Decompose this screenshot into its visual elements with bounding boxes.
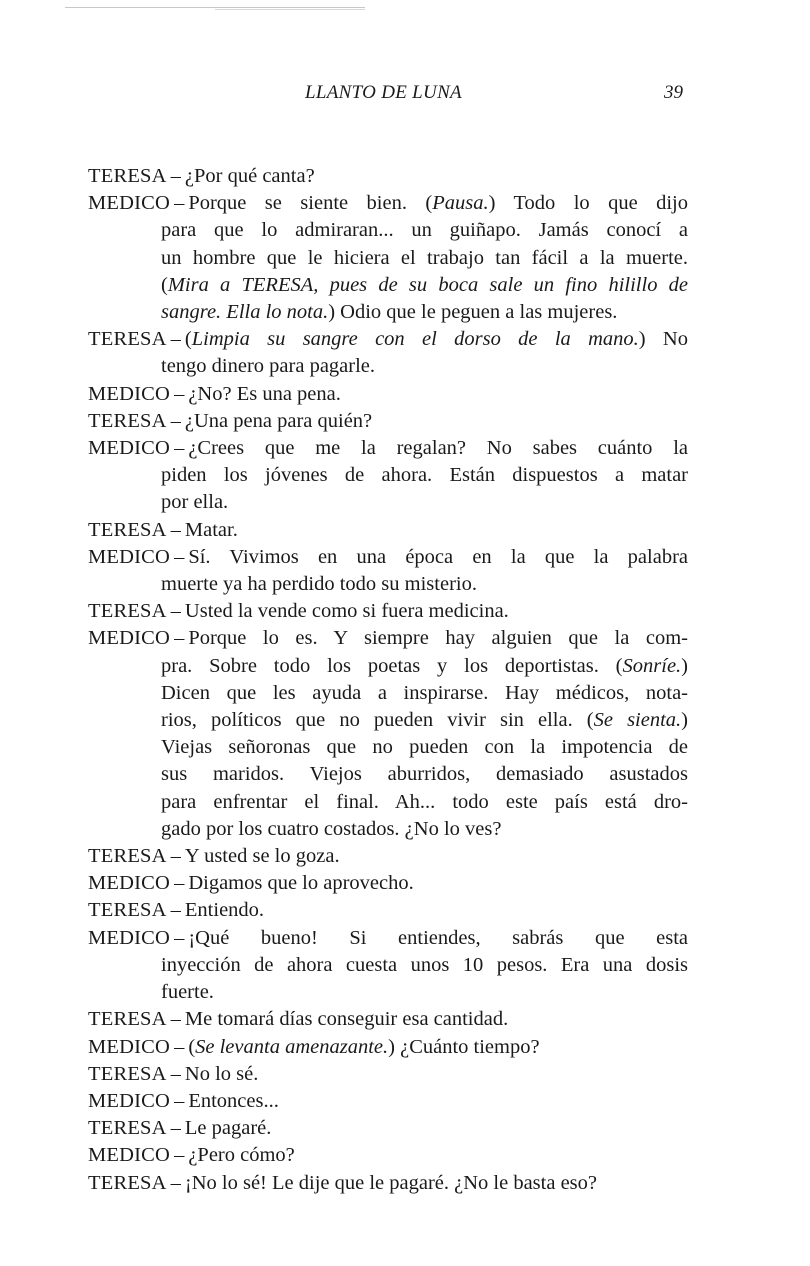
speaker-name: TERESA <box>88 165 167 187</box>
speaker-name: TERESA <box>88 518 167 541</box>
text-line: MEDICO – (Se levanta amenazante.) ¿Cuánto tiempo? <box>88 1035 540 1058</box>
text-line: rios, políticos que no pueden vivir sin ella. (Se sienta.) <box>161 709 688 732</box>
scan-artifact-line <box>65 7 365 8</box>
text-line: TERESA – Usted la vende como si fuera medicina. <box>88 600 509 623</box>
text-line: MEDICO – Digamos que lo aprovecho. <box>88 872 414 895</box>
text-line: MEDICO – Entonces... <box>88 1089 279 1112</box>
text-line: Dicen que les ayuda a inspirarse. Hay médicos, nota- <box>161 681 688 704</box>
stage-direction: Pausa. <box>432 192 489 215</box>
speaker-dash: – <box>174 437 185 460</box>
text-line: MEDICO – ¿Pero cómo? <box>88 1144 295 1167</box>
text-line: MEDICO – ¿No? Es una pena. <box>88 382 341 405</box>
speaker-name: MEDICO <box>88 872 171 895</box>
speaker-name: TERESA <box>88 328 167 351</box>
text-line: MEDICO – Sí. Vivimos en una época en la que la palabra <box>88 545 688 568</box>
speaker-dash: – <box>170 1008 181 1031</box>
speaker-dash: – <box>170 518 181 541</box>
speaker-dash: – <box>170 165 181 187</box>
text-line: TERESA – ¡No lo sé! Le dije que le pagaré. ¿No le basta eso? <box>88 1171 598 1194</box>
speaker-name: MEDICO <box>88 545 171 568</box>
text-line: un hombre que le hiciera el trabajo tan fácil a la muerte. <box>161 246 688 269</box>
speaker-name: MEDICO <box>88 192 171 215</box>
dialogue-entry <box>88 435 688 517</box>
dialogue-entry <box>88 598 688 625</box>
text-line: fuerte. <box>161 981 214 1004</box>
stage-direction: Mira a TERESA, pues de su boca sale un fino hilillo de <box>167 273 688 296</box>
dialogue-entry <box>88 381 688 408</box>
speaker-dash: – <box>174 1035 185 1058</box>
stage-direction: Se levanta amenazante. <box>195 1035 389 1058</box>
dialogue-entry <box>88 544 688 598</box>
speaker-dash: – <box>170 1171 181 1194</box>
stage-direction: Sonríe. <box>622 654 682 677</box>
speaker-name: TERESA <box>88 1117 167 1140</box>
speaker-name: MEDICO <box>88 382 171 405</box>
text-line: TERESA – Matar. <box>88 518 238 541</box>
speaker-dash: – <box>170 1117 181 1140</box>
text-line: TERESA – Le pagaré. <box>88 1117 272 1140</box>
text-line: TERESA – Me tomará días conseguir esa cantidad. <box>88 1008 509 1031</box>
text-line: TERESA – Entiendo. <box>88 899 265 922</box>
text-line: TERESA – ¿Una pena para quién? <box>88 409 373 432</box>
speaker-name: TERESA <box>88 409 167 432</box>
dialogue-entry <box>88 1170 688 1197</box>
text-line: (Mira a TERESA, pues de su boca sale un fino hilillo de <box>161 273 688 296</box>
text-line: MEDICO – ¡Qué bueno! Si entiendes, sabrás que esta <box>88 926 688 949</box>
speaker-name: MEDICO <box>88 1035 171 1058</box>
text-line: tengo dinero para pagarle. <box>161 355 376 378</box>
stage-direction: Se sienta. <box>593 709 682 732</box>
speaker-name: TERESA <box>88 1008 167 1031</box>
text-line: para que lo admiraran... un guiñapo. Jamás conocí a <box>161 219 688 242</box>
running-title: LLANTO DE LUNA <box>305 82 462 103</box>
speaker-dash: – <box>170 409 181 432</box>
text-line: MEDICO – Porque lo es. Y siempre hay alguien que la com- <box>88 627 688 650</box>
text-line: piden los jóvenes de ahora. Están dispuestos a matar <box>161 464 688 487</box>
speaker-dash: – <box>174 545 185 568</box>
dialogue-entry <box>88 163 688 190</box>
page-header <box>0 82 810 108</box>
text-line: muerte ya ha perdido todo su misterio. <box>161 573 477 596</box>
dialogue-entry <box>88 326 688 380</box>
text-line: TERESA – ¿Por qué canta? <box>88 165 315 187</box>
dialogue-entry <box>88 897 688 924</box>
page-number: 39 <box>664 82 683 103</box>
text-line: sus maridos. Viejos aburridos, demasiado asustados <box>161 763 688 786</box>
speaker-dash: – <box>174 1144 185 1167</box>
speaker-dash: – <box>170 328 181 351</box>
dialogue-entry <box>88 517 688 544</box>
text-line: gado por los cuatro costados. ¿No lo ves? <box>161 817 502 840</box>
text-line: sangre. Ella lo nota.) Odio que le peguen a las mujeres. <box>161 301 618 324</box>
speaker-name: MEDICO <box>88 926 171 949</box>
speaker-dash: – <box>174 192 185 215</box>
speaker-dash: – <box>170 899 181 922</box>
speaker-dash: – <box>174 1089 185 1112</box>
text-line: MEDICO – Porque se siente bien. (Pausa.) Todo lo que dijo <box>88 192 689 215</box>
text-line: para enfrentar el final. Ah... todo este país está dro- <box>161 790 688 813</box>
dialogue-entry <box>88 1088 688 1115</box>
text-line: TERESA – Y usted se lo goza. <box>88 845 340 868</box>
speaker-dash: – <box>170 600 181 623</box>
text-line: TERESA – No lo sé. <box>88 1062 259 1085</box>
speaker-name: MEDICO <box>88 627 171 650</box>
dialogue-entry <box>88 1006 688 1033</box>
speaker-name: MEDICO <box>88 1089 171 1112</box>
speaker-dash: – <box>170 845 181 868</box>
speaker-dash: – <box>174 872 185 895</box>
dialogue-entry <box>88 1142 688 1169</box>
scan-artifact-line <box>215 9 365 10</box>
stage-direction: Limpia su sangre con el dorso de la mano. <box>191 328 639 351</box>
dialogue-entry <box>88 1115 688 1142</box>
speaker-name: TERESA <box>88 1062 167 1085</box>
speaker-dash: – <box>170 1062 181 1085</box>
speaker-dash: – <box>174 926 185 949</box>
text-line: por ella. <box>161 491 229 514</box>
speaker-dash: – <box>174 627 185 650</box>
dialogue-entry <box>88 625 688 843</box>
dialogue-entry <box>88 408 688 435</box>
dialogue-text <box>88 163 688 1197</box>
speaker-name: TERESA <box>88 899 167 922</box>
speaker-name: MEDICO <box>88 437 171 460</box>
speaker-name: TERESA <box>88 600 167 623</box>
dialogue-entry <box>88 190 688 326</box>
dialogue-entry <box>88 925 688 1007</box>
text-line: pra. Sobre todo los poetas y los deportistas. (Sonríe.) <box>161 654 688 677</box>
dialogue-entry <box>88 870 688 897</box>
text-line: MEDICO – ¿Crees que me la regalan? No sabes cuánto la <box>88 437 688 460</box>
text-line: Viejas señoronas que no pueden con la impotencia de <box>161 736 688 759</box>
stage-direction: sangre. Ella lo nota. <box>161 301 329 324</box>
speaker-name: TERESA <box>88 845 167 868</box>
dialogue-entry <box>88 1061 688 1088</box>
speaker-dash: – <box>174 382 185 405</box>
dialogue-entry <box>88 843 688 870</box>
text-line: inyección de ahora cuesta unos 10 pesos. Era una dosis <box>161 953 688 976</box>
speaker-name: MEDICO <box>88 1144 171 1167</box>
speaker-name: TERESA <box>88 1171 167 1194</box>
dialogue-entry <box>88 1034 688 1061</box>
text-line: TERESA – (Limpia su sangre con el dorso de la mano.) No <box>88 328 688 351</box>
